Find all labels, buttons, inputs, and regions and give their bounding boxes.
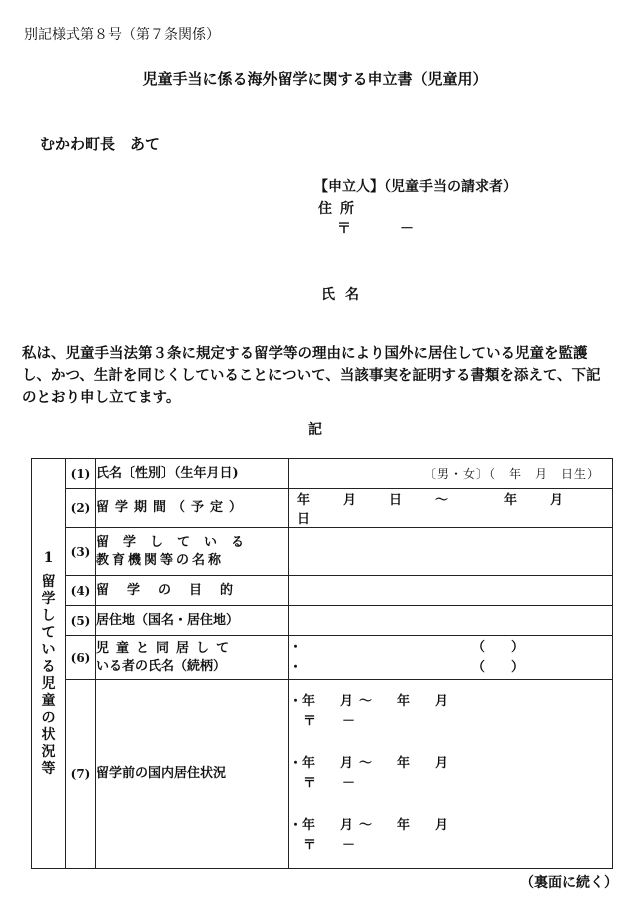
section-title-char: し [41,607,56,624]
details-table [31,458,613,869]
residence-entry [289,692,612,732]
row-number: (5) [66,606,96,636]
continued-note: （裏面に続く） [520,875,618,891]
value-name-gender-dob[interactable] [289,459,613,489]
bullet: ・ [289,818,303,833]
value-prior-residence[interactable] [289,680,613,869]
section-title-char: 留 [41,573,56,590]
residence-entry [289,816,612,856]
row-number: (2) [66,489,96,528]
postal-mark: 〒 [303,776,317,791]
value-study-period[interactable] [289,489,613,528]
section-title-char: る [41,658,56,675]
row-number: (7) [66,680,96,869]
applicant-heading: 【申立人】（児童手当の請求者） [314,179,517,195]
section-title-char: 況 [41,743,56,760]
cohabitant-line [289,658,612,678]
section-title-char: 状 [41,726,56,743]
value-cohabitant[interactable] [289,636,613,680]
value-purpose[interactable] [289,576,613,606]
form-title: 児童手当に係る海外留学に関する申立書（児童用） [142,70,488,88]
row-label-institution [96,528,289,576]
form-number: 別記様式第８号（第７条関係） [24,27,220,43]
postal-dash: － [342,776,356,791]
section-title-char: い [41,641,56,658]
row-label-cohabitant [96,636,289,680]
section-header [32,459,66,869]
section-title-char: 童 [41,692,56,709]
label-line: いる者の氏名（続柄） [96,658,227,674]
row-number: (3) [66,528,96,576]
dob-template: 〔男・女〕（ 年 月 日生） [423,467,600,481]
section-title-char: 学 [41,590,56,607]
cohabitant-line [289,638,612,658]
relationship-paren: （ ） [471,639,524,655]
label-line: 教育機関等の名称 [96,552,225,568]
section-title-char: 児 [41,675,56,692]
row-label-purpose: 留学の目的 [96,576,289,606]
residence-period: 年 月～ 年 月 [302,694,455,709]
bullet: ・ [289,639,303,655]
postal-mark: 〒 [303,838,317,853]
address-label: 住所 [318,201,362,217]
section-title-char: て [41,624,56,641]
value-institution[interactable] [289,528,613,576]
row-number: (1) [66,459,96,489]
row-number: (6) [66,636,96,680]
postal-dash: － [400,221,414,237]
addressee: むかわ町長 あて [40,135,161,153]
row-label-name-gender-dob: 氏名〔性別〕（生年月日) [96,459,289,489]
row-label-study-period: 留学期間（予定） [96,489,289,528]
row-label-prior-residence: 留学前の国内居住状況 [96,680,289,869]
residence-entry [289,754,612,794]
bullet: ・ [289,694,303,709]
label-line: 児童と同居して [96,640,237,656]
postal-mark: 〒 [337,221,351,237]
postal-dash: － [342,838,356,853]
statement-text: 私は、児童手当法第３条に規定する留学等の理由により国外に居住している児童を監護し、かつ、生計を同じくしていることについて、当該事実を証明する書類を添えて、下記のとおり申し立てます。 [22,345,601,406]
row-label-residence: 居住地（国名・居住地） [96,606,289,636]
value-residence[interactable] [289,606,613,636]
bullet: ・ [289,756,303,771]
bullet: ・ [289,659,303,675]
section-title-char: 等 [41,760,56,777]
residence-period: 年 月～ 年 月 [302,756,455,771]
postal-dash: － [342,714,356,729]
residence-period: 年 月～ 年 月 [302,818,455,833]
section-number: 1 [43,549,54,566]
ki-heading: 記 [308,422,322,438]
name-label: 氏名 [321,287,369,303]
section-title-char: の [41,709,56,726]
period-template: 年 月 日 ～ 年 月 日 [297,493,597,527]
relationship-paren: （ ） [471,659,524,675]
postal-mark: 〒 [303,714,317,729]
label-line: 留学している [96,534,259,550]
row-number: (4) [66,576,96,606]
